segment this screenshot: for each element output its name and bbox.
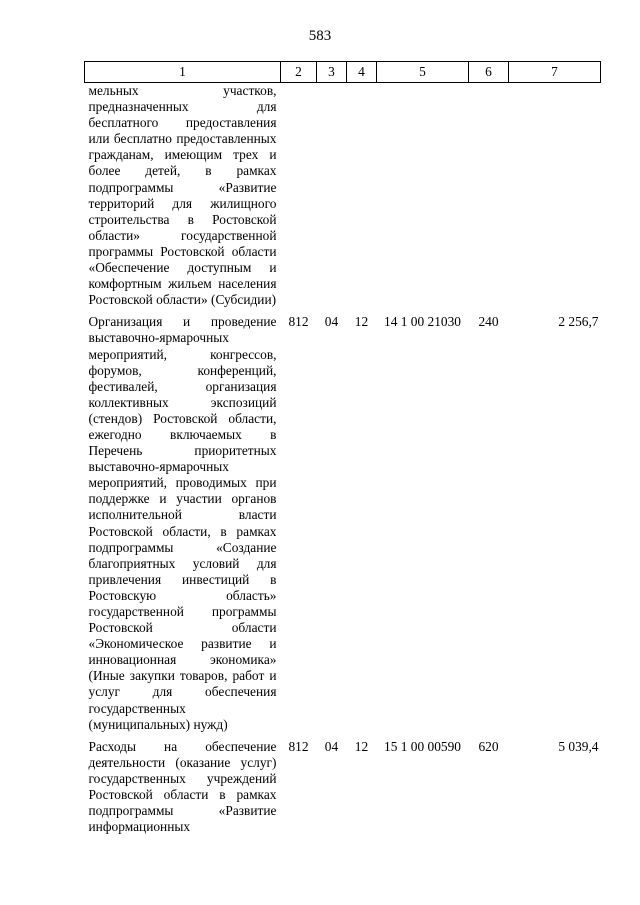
row-name: Организация и проведение выставочно-ярмарочных мероприятий, конгрессов, форумов, конференций, фестивалей, организация коллективных экспозиций (стендов) Ростовской области, ежегодно включаемых в Перечень приоритетных выставочно-ярмарочных мероприятий, проводимых при поддержке и участии органов исполнительной власти Ростовской области, в рамках подпрограммы «Создание благоприятных условий для привлечения инвестиций в Ростовскую область» государственной программы Ростовской области «Экономическое развитие и инновационная экономика» (Иные закупки товаров, работ и услуг для обеспечения государственных (муниципальных) нужд) <box>88 314 277 732</box>
row-ministry-code: 812 <box>288 738 309 754</box>
header-col-7: 7 <box>509 62 601 83</box>
row-expense-type: 620 <box>478 738 499 754</box>
header-col-1: 1 <box>85 62 281 83</box>
row-name: мельных участков, предназначенных для бесплатного предоставления или бесплатно предоставленных гражданам, имеющим трех и более детей, в рамках подпрограммы «Развитие территорий для жилищного строительства в Ростовской области» государственной программы Ростовской области «Обеспечение доступным и комфортным жильем населения Ростовской области» (Субсидии) <box>88 83 277 308</box>
header-col-4: 4 <box>347 62 377 83</box>
table-row <box>85 83 601 315</box>
table-row <box>85 314 601 738</box>
header-col-6: 6 <box>469 62 509 83</box>
row-ministry-code <box>281 83 317 315</box>
row-amount: 2 256,7 <box>558 314 599 330</box>
row-amount: 5 039,4 <box>558 738 599 754</box>
row-amount <box>509 83 601 315</box>
row-section-code: 04 <box>324 738 339 754</box>
row-subsection-code: 12 <box>354 314 369 330</box>
row-expense-type <box>469 83 509 315</box>
budget-table <box>84 61 601 841</box>
page-number: 583 <box>308 28 332 44</box>
row-target-article <box>377 83 469 315</box>
header-col-2: 2 <box>281 62 317 83</box>
row-target-article: 14 1 00 21030 <box>384 314 461 330</box>
row-ministry-code: 812 <box>288 314 309 330</box>
header-row <box>85 62 601 83</box>
row-section-code: 04 <box>324 314 339 330</box>
header-col-3: 3 <box>317 62 347 83</box>
header-col-5: 5 <box>377 62 469 83</box>
row-subsection-code <box>347 83 377 315</box>
row-subsection-code: 12 <box>354 738 369 754</box>
row-target-article: 15 1 00 00590 <box>384 738 461 754</box>
table-row <box>85 739 601 842</box>
row-section-code <box>317 83 347 315</box>
row-name: Расходы на обеспечение деятельности (оказание услуг) государственных учреждений Ростовской области в рамках подпрограммы «Развитие информационных <box>88 738 277 835</box>
row-expense-type: 240 <box>478 314 499 330</box>
